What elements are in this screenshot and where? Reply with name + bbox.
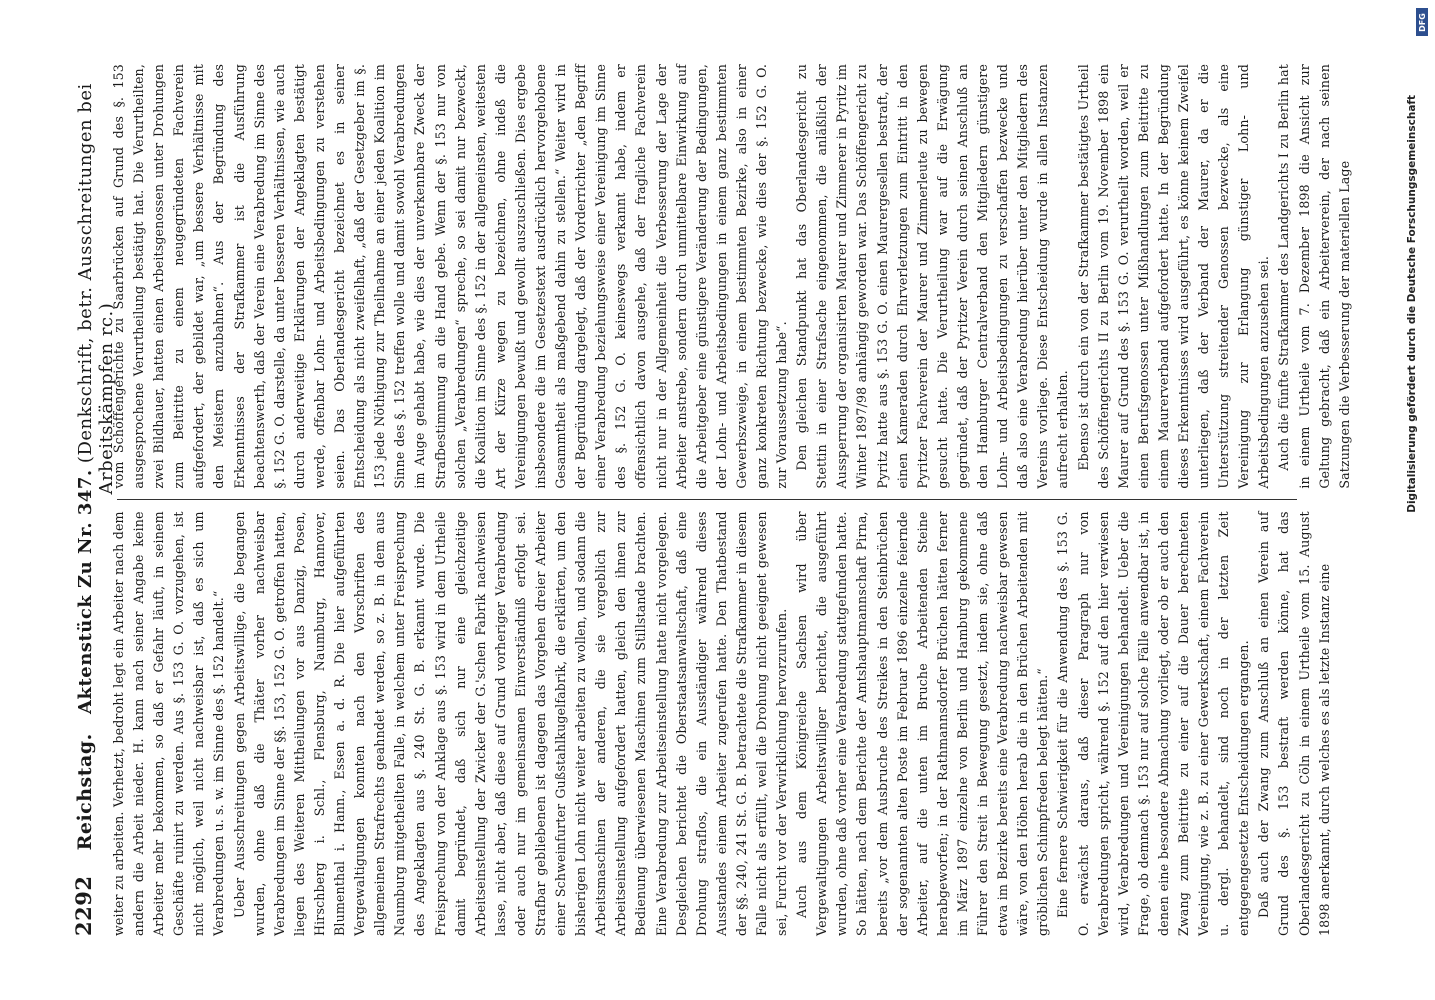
document-subtitle: (Denkschrift, betr. Ausschreitungen bei Arbeitskämpfen rc.) [75,83,117,495]
paragraph: Auch die fünfte Strafkammer des Landgerichts I zu Berlin hat in einem Urtheile vom 7. Dezember 1898 die Ansicht zur Geltung gebracht, daß ein Arbeiterverein, der nach seinen Satzungen die Verbesserung der materiellen Lage [1276,64,1352,489]
page-header [71,64,117,936]
paragraph: Ebenso ist durch ein von der Strafkammer bestätigtes Urtheil des Schöffengerichts II zu Berlin vom 19. November 1898 ein Maurer auf Grund des §. 153 G. O. verurtheilt worden, weil er einen Berufsgenossen unter Mißhandlungen zum Beitritte zu einem Maurerverband aufgefordert hatte. In der Begründung dieses Erkenntnisses wird ausgeführt, es könne keinem Zweifel unterliegen, daß der Verband der Maurer, da er die Unterstützung streitender Genossen bezwecke, als eine Vereinigung zur Erlangung günstiger Lohn- und Arbeitsbedingungen anzusehen sei. [1075,64,1272,489]
dfg-logo [1416,8,1428,36]
right-column [109,64,1352,489]
dfg-logo-text: DFG [1417,12,1427,32]
left-column [109,511,1332,936]
paragraph: Den gleichen Standpunkt hat das Oberlandesgericht zu Stettin in einer Strafsache eingenommen, die anläßlich der Aussperrung der organisirten Maurer und Zimmerer in Pyritz im Winter 1897/98 anhängig geworden war. Das Schöffengericht zu Pyritz hatte aus §. 153 G. O. einen Maurergesellen bestraft, der einen Kameraden durch Ehrverletzungen zum Eintritt in den Pyritzer Fachverein der Maurer und Zimmerleute zu bewegen gesucht hatte. Die Verurtheilung war auf die Erwägung gegründet, daß der Pyritzer Verein durch seinen Anschluß an den Hamburger Centralverband den Mitgliedern günstigere Lohn- und Arbeitsbedingungen zu verschaffen bezwecke und daß also eine Verabredung hierüber unter den Mitgliedern des Vereins vorliege. Diese Entscheidung wurde in allen Instanzen aufrecht erhalten. [794,64,1071,489]
paragraph: Auch aus dem Königreiche Sachsen wird über Vergewaltigungen Arbeitswilliger berichtet, die ausgeführt wurden, ohne daß vorher eine Verabredung stattgefunden hatte. So hätten, nach dem Berichte der Amtshauptmannschaft Pirna, bereits „vor dem Ausbruche des Streikes in den Steinbrüchen der sogenannten alten Poste im Februar 1896 einzelne feiernde Arbeiter, auf die unten im Bruche Arbeitenden Steine herabgeworfen; in der Rathmannsdorfer Brüchen hätten ferner im März 1897 einzelne von Berlin und Hamburg gekommene Führer den Streit in Bewegung gesetzt, indem sie, ohne daß etwa im Bezirke bereits eine Verabredung nachweisbar gewesen wäre, von den Höhen herab die in den Brüchen Arbeitenden mit gröblichen Schimpfreden belegt hätten.“ [794,511,1051,936]
page-body [109,64,1352,936]
digitization-note-text: Digitalisierung gefördert durch die Deutsche Forschungsgemeinschaft [1406,95,1418,513]
page-number: 2292 [71,875,96,936]
paragraph: weiter zu arbeiten. Verhetzt, bedroht legt ein Arbeiter nach dem andern die Arbeit nieder. H. kann nach seiner Angabe keine Arbeiter mehr bekommen, so daß er Gefahr läuft, in seinem Geschäfte ruinirt zu werden. Aus §. 153 G. O. vorzugehen, ist nicht möglich, weil nicht nachweisbar ist, daß es sich um Verabredungen u. s. w. im Sinne des §. 152 handelt.“ [111,511,227,936]
paragraph: Eine fernere Schwierigkeit für die Anwendung des §. 153 G. O. erwächst daraus, daß dieser Paragraph nur von Verabredungen spricht, während §. 152 auf den hier verwiesen wird, Verabredungen und Vereinigungen behandelt. Ueber die Frage, ob demnach §. 153 nur auf solche Fälle anwendbar ist, in denen eine besondere Abmachung vorliegt, oder ob er auch den Zwang zum Beitritte zu einer auf die Dauer berechneten Vereinigung, wie z. B. zu einer Gewerkschaft, einem Fachverein u. dergl. behandelt, sind noch in der letzten Zeit entgegengesetzte Entscheidungen ergangen. [1055,511,1252,936]
document-title: Aktenstück Zu Nr. 347. [75,469,96,714]
paragraph: Daß auch der Zwang zum Anschluß an einen Verein auf Grund des §. 153 bestraft werden könne, hat das Oberlandesgericht zu Cöln in einem Urtheile vom 15. August 1898 anerkannt, durch welches es als letzte Instanz eine [1256,511,1332,936]
scanned-page [57,30,1352,970]
digitization-note [1395,90,1435,920]
chamber-name: Reichstag. [74,733,96,851]
paragraph: vom Schöffengerichte zu Saarbrücken auf Grund des §. 153 ausgesprochene Verurtheilung bestätigt hat. Die Verurtheilten, zwei Bildhauer, hatten einen Arbeitsgenossen unter Drohungen zum Beitritte zu einem neugegründeten Fachverein aufgefordert, der gebildet war, „um bessere Verhältnisse mit den Meistern anzubahnen“. Aus der Begründung des Erkenntnisses der Strafkammer ist die Ausführung beachtenswerth, daß der Verein eine Verabredung im Sinne des §. 152 G. O. darstelle, da unter besseren Verhältnissen, wie auch durch anderweitige Erklärungen der Angeklagten bestätigt werde, offenbar Lohn- und Arbeitsbedingungen zu verstehen seien. Das Oberlandesgericht bezeichnet es in seiner Entscheidung als nicht zweifelhaft, „daß der Gesetzgeber im §. 153 jede Nöthigung zur Theilnahme an einer jeden Koalition im Sinne des §. 152 treffen wolle und damit sowohl Verabredungen im Auge gehabt habe, wie dies der unverkennbare Zweck der Strafbestimmung an die Hand gebe. Wenn der §. 153 nur von solchen „Verabredungen“ spreche, so sei damit nur bezweckt, die Koalition im Sinne des §. 152 in der allgemeinsten, weitesten Art der Kürze wegen zu bezeichnen, ohne indeß die Vereinigungen bewußt und gewollt auszuschließen. Dies ergebe insbesondere die im Gesetzestext ausdrücklich hervorgehobene Gesammtheit als maßgebend dahin zu stellen.“ Weiter wird in der Begründung dargelegt, daß der Vorderrichter „den Begriff einer Verabredung beziehungsweise einer Vereinigung im Sinne des §. 152 G. O. keineswegs verkannt habe, indem er offensichtlich davon ausgehe, daß der fragliche Fachverein nicht nur in der Allgemeinheit die Verbesserung der Lage der Arbeiter anstrebe, sondern durch unmittelbare Einwirkung auf die Arbeitgeber eine günstigere Veränderung der Bedingungen, der Lohn- und Arbeitsbedingungen in einem ganz bestimmten Gewerbszweige, in einem bestimmten Bezirke, also in einer ganz konkreten Richtung bezwecke, wie dies der §. 152 G. O. zur Voraussetzung habe“. [111,64,790,489]
column-divider [109,489,1305,512]
paragraph: Ueber Ausschreitungen gegen Arbeitswillige, die begangen wurden, ohne daß die Thäter vorher nachweisbar Verabredungen im Sinne der §§. 153, 152 G. O. getroffen hatten, liegen des Weiteren Mittheilungen vor aus Danzig, Posen, Hirschberg i. Schl., Flensburg, Naumburg, Hannover, Blumenthal i. Hann., Essen a. d. R. Die hier aufgeführten Vergewaltigungen konnten nach den Vorschriften des allgemeinen Strafrechts geahndet werden, so z. B. in dem aus Naumburg mitgetheilten Falle, in welchem unter Freisprechung des Angeklagten aus §. 240 St. G. B. erkannt wurde. Die Freisprechung von der Anklage aus §. 153 wird in dem Urtheile damit begründet, daß sich nur eine gleichzeitige Arbeitseinstellung der Zwicker der G.'schen Fabrik nachweisen lasse, nicht aber, daß diese auf Grund vorheriger Verabredung oder auch nur im gemeinsamen Einverständniß erfolgt sei. Strafbar gebliebenen ist dagegen das Vorgehen dreier Arbeiter einer Schweinfurter Gußstahlkugelfabrik, die erklärten, um den bisherigen Lohn nicht weiter arbeiten zu wollen, und sodann die Arbeitsmaschinen der anderen, die sie vergeblich zur Arbeitseinstellung aufgefordert hatten, gleich den ihnen zur Bedienung überwiesenen Maschinen zum Stillstande brachten. Eine Verabredung zur Arbeitseinstellung hatte nicht vorgelegen. Desgleichen berichtet die Oberstaatsanwaltschaft, daß eine Drohung straflos, die ein Ausständiger während dieses Ausstandes einem Arbeiter zugerufen hatte. Den Thatbestand der §§. 240, 241 St. G. B. betrachtete die Strafkammer in diesem Falle nicht als erfüllt, weil die Drohung nicht geeignet gewesen sei, Furcht vor der Verwirklichung hervorzurufen. [231,511,790,936]
